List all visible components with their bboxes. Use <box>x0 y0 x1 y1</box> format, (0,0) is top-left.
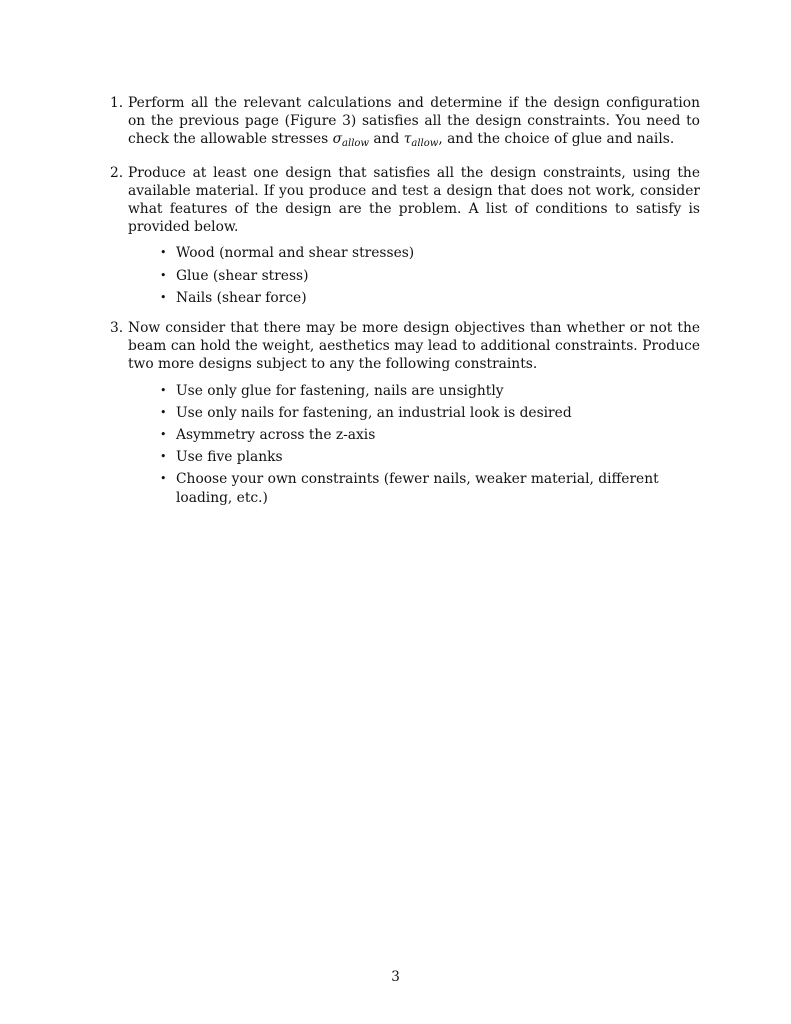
page-number: 3 <box>391 969 400 985</box>
sigma-subscript: allow <box>342 138 369 150</box>
list-item <box>160 470 700 506</box>
list-item <box>160 448 700 466</box>
list-item <box>160 382 700 400</box>
bullet-icon: • <box>160 472 167 486</box>
tau-symbol: $\tau_{allow}$ <box>403 131 439 150</box>
bullet-icon: • <box>160 383 167 397</box>
list-item-text: Wood (normal and shear stresses) <box>176 245 415 262</box>
list-item-text: Asymmetry across the z-axis <box>176 427 376 444</box>
question-text: Produce at least one design that satisfies all the design constraints, using the available material. If you produce and test a design that does not work, consider what features of the design are the problem. A list of conditions to satisfy is provided below. <box>128 164 700 236</box>
question-text: Now consider that there may be more design objectives than whether or not the beam can hold the weight, aesthetics may lead to additional constraints. Produce two more designs subject to any the following constraints. <box>128 320 700 373</box>
list-item <box>160 289 700 307</box>
question-list <box>110 94 700 517</box>
question-text <box>128 94 700 154</box>
condition-list <box>128 244 700 307</box>
bullet-icon: • <box>160 428 167 442</box>
list-item-text: Use only glue for fastening, nails are unsightly <box>176 382 504 399</box>
question-item-1 <box>110 94 700 154</box>
question-number: 1. <box>110 95 124 111</box>
question-item-3 <box>110 319 700 507</box>
question-item-2 <box>110 164 700 307</box>
bullet-icon: • <box>160 290 167 304</box>
constraint-list <box>128 382 700 507</box>
question-text-part: Perform all the relevant calculations and determine if the design configuration on the previous page (Figure 3) satisfies all the design constraints. You need to check the allowable stresses <box>128 95 700 148</box>
list-item <box>160 404 700 422</box>
list-item-text: Glue (shear stress) <box>176 267 309 284</box>
list-item <box>160 244 700 262</box>
bullet-icon: • <box>160 405 167 419</box>
bullet-icon: • <box>160 268 167 282</box>
bullet-icon: • <box>160 246 167 260</box>
tau-subscript: allow <box>411 138 439 150</box>
question-number: 3. <box>110 320 124 337</box>
sigma-symbol: $\sigma_{allow}$ <box>332 131 369 150</box>
conjunction-text: and <box>373 131 400 148</box>
list-item-text: Use five planks <box>176 449 283 466</box>
list-item-text: Nails (shear force) <box>176 289 307 306</box>
list-item-text: Choose your own constraints (fewer nails, weaker material, different loading, etc.) <box>176 471 659 506</box>
question-text-part: , and the choice of glue and nails. <box>438 131 675 148</box>
question-number: 2. <box>110 164 124 181</box>
list-item <box>160 426 700 444</box>
bullet-icon: • <box>160 450 167 464</box>
list-item-text: Use only nails for fastening, an industrial look is desired <box>176 404 572 421</box>
list-item <box>160 267 700 285</box>
